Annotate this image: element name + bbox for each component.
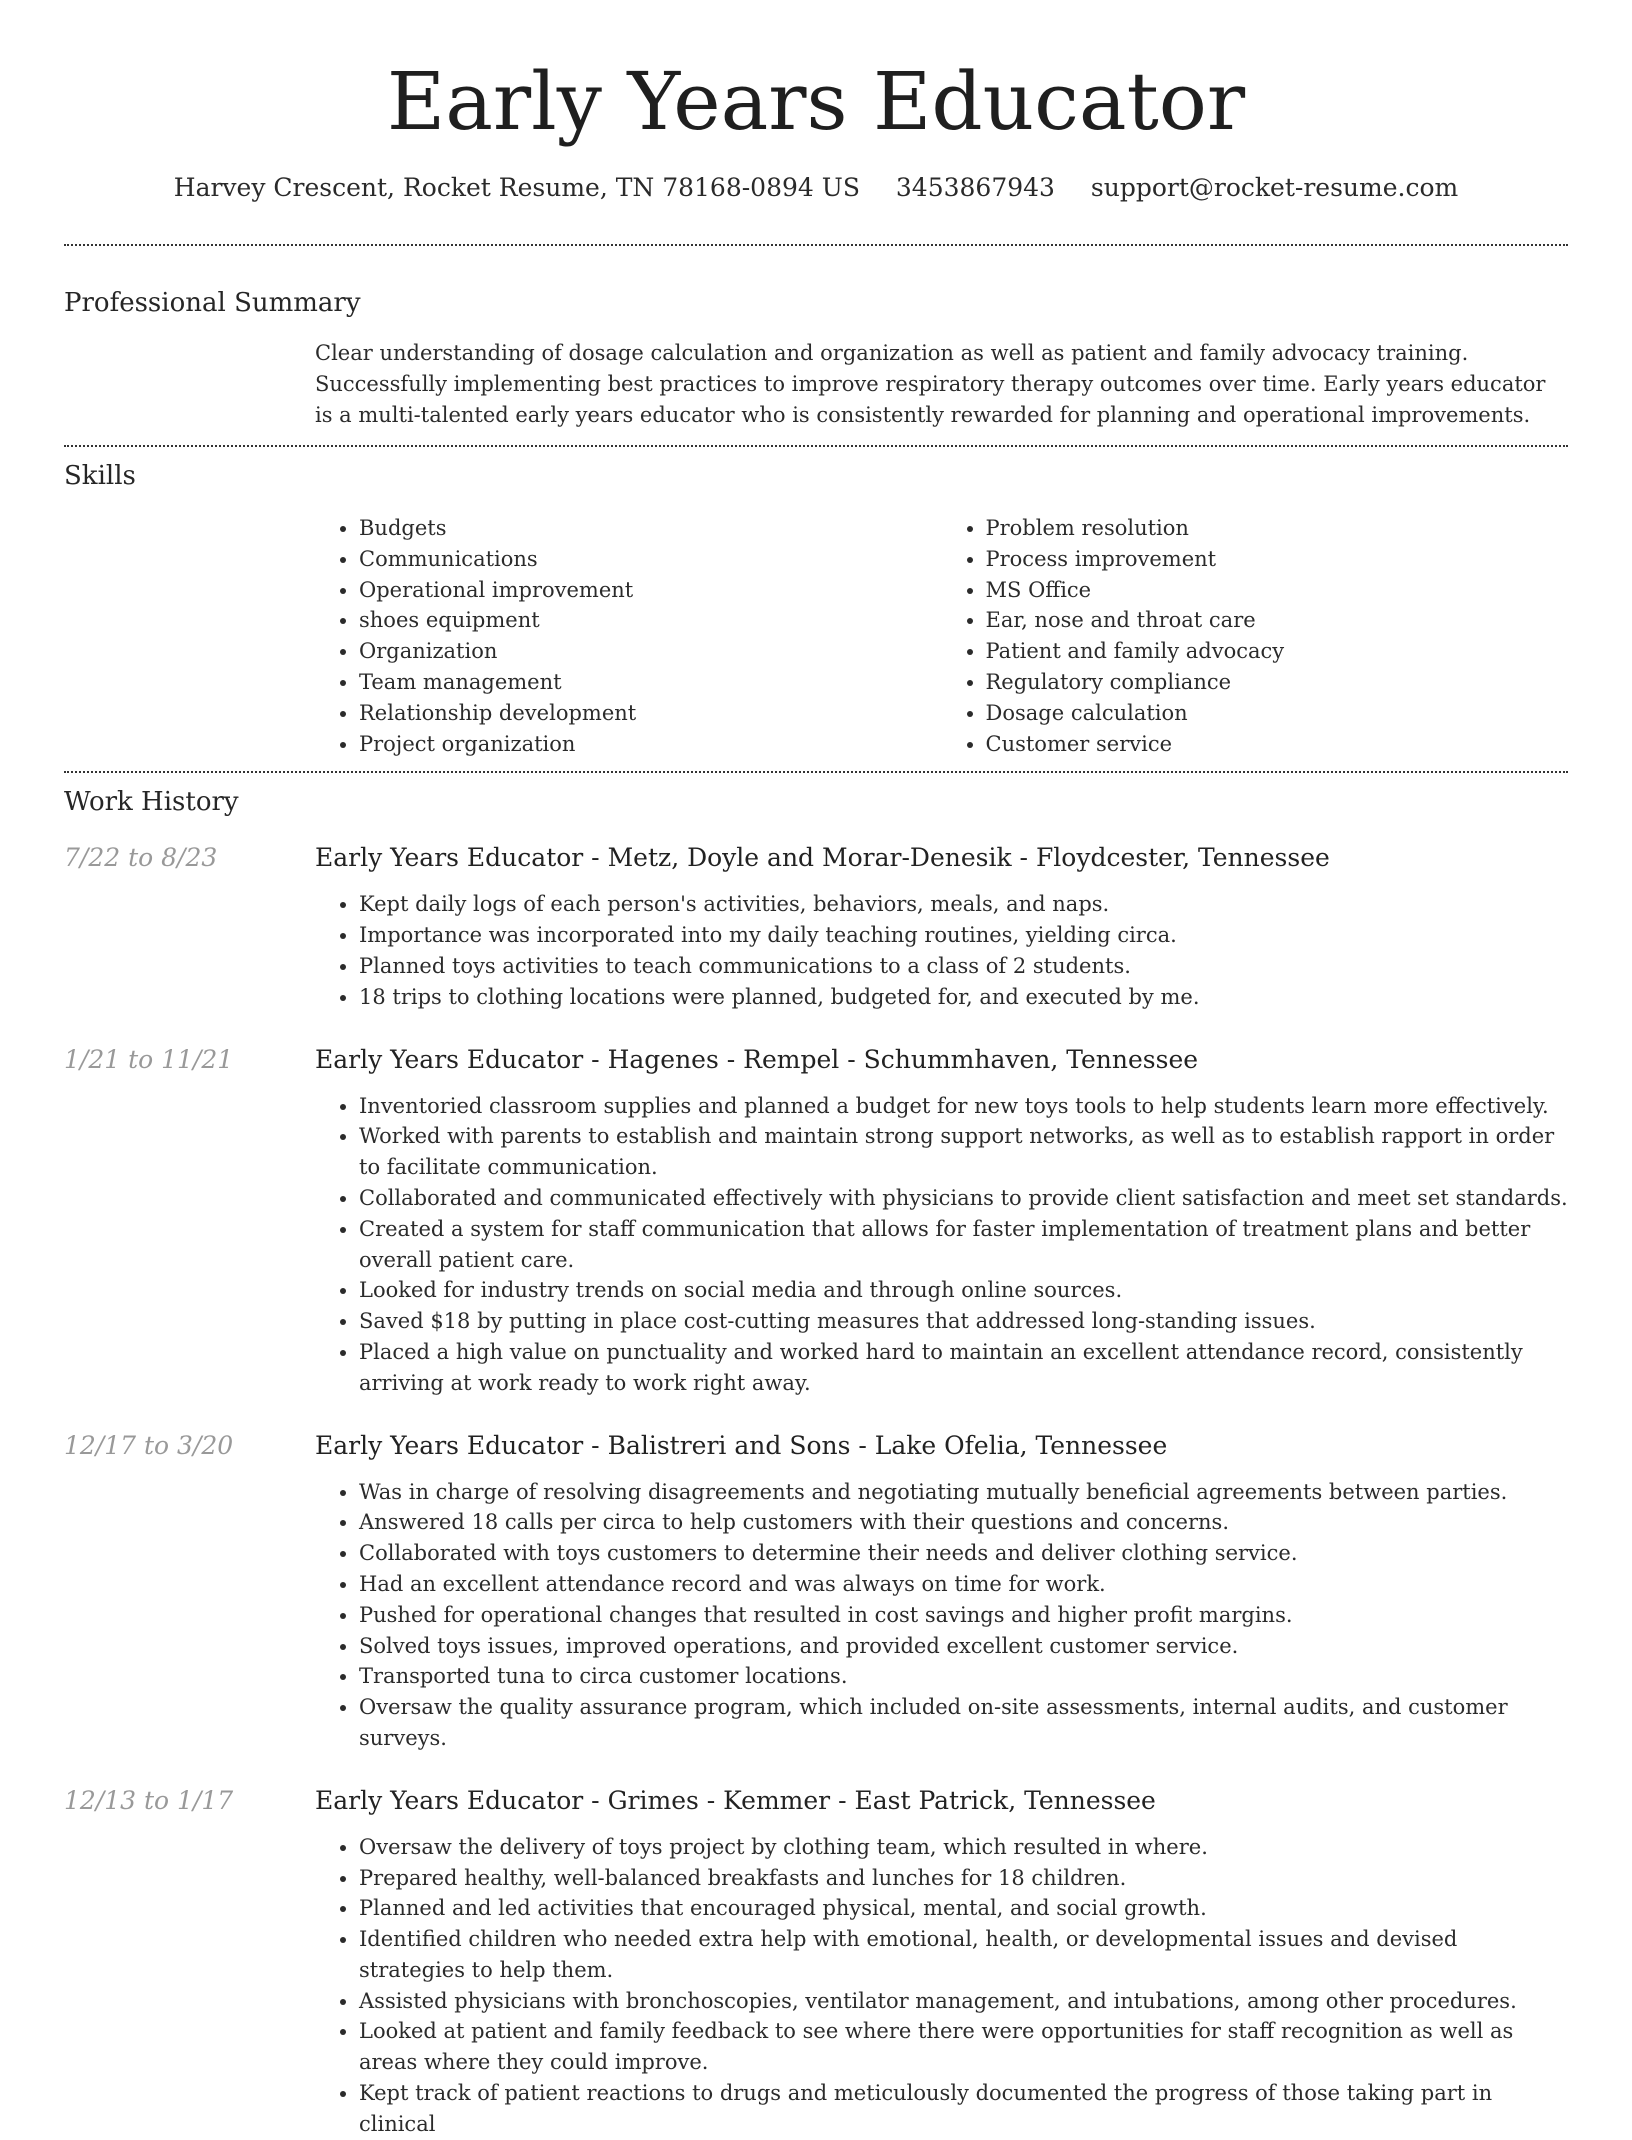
skill-item: • Process improvement [986, 544, 1569, 575]
skills-list-left [315, 513, 942, 759]
job-bullet: • Prepared healthy, well-balanced breakfasts and lunches for 18 children. [359, 1863, 1568, 1894]
job-body [315, 841, 1568, 1012]
section-title-work: Work History [64, 787, 239, 818]
job-bullet: • Identified children who needed extra help with emotional, health, or developmental issues and devised strategies to help them. [359, 1924, 1568, 1986]
skill-item: • Patient and family advocacy [986, 636, 1569, 667]
resume-title: Early Years Educator [386, 55, 1246, 148]
job-bullet: • Planned and led activities that encouraged physical, mental, and social growth. [359, 1893, 1568, 1924]
job-dates: 1/21 to 11/21 [64, 1044, 234, 1074]
job-bullet: • Oversaw the quality assurance program, which included on-site assessments, internal audits, and customer surveys. [359, 1692, 1568, 1754]
job-bullet: • Was in charge of resolving disagreements and negotiating mutually beneficial agreements between parties. [359, 1477, 1568, 1508]
job-bullets [315, 1832, 1568, 2140]
job-bullets [315, 889, 1568, 1012]
job-bullet: • Saved $18 by putting in place cost-cutting measures that addressed long-standing issues. [359, 1306, 1568, 1337]
section-title-summary: Professional Summary [64, 288, 361, 318]
job-bullet: • Looked at patient and family feedback to see where there were opportunities for staff recognition as well as areas where they could improve. [359, 2016, 1568, 2078]
skill-item: • Budgets [359, 513, 942, 544]
job-entry [64, 1429, 1568, 1754]
job-bullet: • Kept track of patient reactions to drugs and meticulously documented the progress of those taking part in clinical [359, 2078, 1568, 2140]
skill-item: • Relationship development [359, 698, 942, 729]
skill-item: • Dosage calculation [986, 698, 1569, 729]
skill-item: • Ear, nose and throat care [986, 605, 1569, 636]
job-bullet: • Solved toys issues, improved operations, and provided excellent customer service. [359, 1631, 1568, 1662]
job-heading: Early Years Educator - Grimes - Kemmer - East Patrick, Tennessee [315, 1785, 1156, 1815]
skill-item: • Organization [359, 636, 942, 667]
job-bullet: • Inventoried classroom supplies and planned a budget for new toys tools to help students learn more effectively. [359, 1091, 1568, 1122]
job-bullet: • Kept daily logs of each person's activities, behaviors, meals, and naps. [359, 889, 1568, 920]
job-heading: Early Years Educator - Balistreri and Sons - Lake Ofelia, Tennessee [315, 1430, 1168, 1460]
contact-line [64, 172, 1568, 204]
job-bullets [315, 1477, 1568, 1754]
job-dates: 7/22 to 8/23 [64, 843, 218, 873]
job-bullet: • Pushed for operational changes that resulted in cost savings and higher profit margins. [359, 1600, 1568, 1631]
skill-item: • Communications [359, 544, 942, 575]
job-bullet: • Transported tuna to circa customer locations. [359, 1661, 1568, 1692]
job-bullet: • Created a system for staff communication that allows for faster implementation of treatment plans and better overall patient care. [359, 1214, 1568, 1276]
job-bullet: • Planned toys activities to teach communications to a class of 2 students. [359, 951, 1568, 982]
job-heading: Early Years Educator - Hagenes - Rempel - Schummhaven, Tennessee [315, 1044, 1199, 1074]
job-entry [64, 841, 1568, 1012]
skills-section [64, 447, 1568, 771]
job-bullet: • Assisted physicians with bronchoscopies, ventilator management, and intubations, among other procedures. [359, 1986, 1568, 2017]
skill-item: • Team management [359, 667, 942, 698]
job-bullet: • 18 trips to clothing locations were planned, budgeted for, and executed by me. [359, 982, 1568, 1013]
skills-list-right [942, 513, 1569, 759]
skill-item: • Regulatory compliance [986, 667, 1569, 698]
summary-text: Clear understanding of dosage calculation and organization as well as patient and family advocacy training. Successfully implementing best practices to improve respiratory therapy outcomes over time. Early years educator is a multi-talented early years educator who is consistently rewarded for planning and operational improvements. [315, 341, 1546, 427]
section-title-skills: Skills [64, 461, 136, 491]
professional-summary-section [64, 246, 1568, 445]
skill-item: • shoes equipment [359, 605, 942, 636]
job-body [315, 1429, 1568, 1754]
job-entry [64, 1043, 1568, 1399]
job-bullet: • Collaborated and communicated effectively with physicians to provide client satisfaction and meet set standards. [359, 1183, 1568, 1214]
skill-item: • MS Office [986, 575, 1569, 606]
job-dates: 12/17 to 3/20 [64, 1430, 234, 1460]
skill-item: • Project organization [359, 729, 942, 760]
skill-item: • Operational improvement [359, 575, 942, 606]
contact-address: Harvey Crescent, Rocket Resume, TN 78168-0894 US [173, 173, 860, 202]
contact-email: support@rocket-resume.com [1090, 173, 1459, 202]
job-bullets [315, 1091, 1568, 1399]
job-body [315, 1043, 1568, 1399]
job-entry [64, 1784, 1568, 2140]
skills-columns [315, 513, 1568, 759]
contact-phone: 3453867943 [895, 173, 1055, 202]
work-history-section [64, 773, 1568, 2139]
job-bullet: • Collaborated with toys customers to determine their needs and deliver clothing service. [359, 1538, 1568, 1569]
job-bullet: • Answered 18 calls per circa to help customers with their questions and concerns. [359, 1507, 1568, 1538]
job-body [315, 1784, 1568, 2140]
job-bullet: • Had an excellent attendance record and was always on time for work. [359, 1569, 1568, 1600]
job-bullet: • Importance was incorporated into my daily teaching routines, yielding circa. [359, 920, 1568, 951]
skill-item: • Customer service [986, 729, 1569, 760]
job-bullet: • Placed a high value on punctuality and worked hard to maintain an excellent attendance record, consistently arriving at work ready to work right away. [359, 1337, 1568, 1399]
job-bullet: • Oversaw the delivery of toys project by clothing team, which resulted in where. [359, 1832, 1568, 1863]
job-heading: Early Years Educator - Metz, Doyle and Morar-Denesik - Floydcester, Tennessee [315, 843, 1330, 873]
job-bullet: • Looked for industry trends on social media and through online sources. [359, 1275, 1568, 1306]
job-dates: 12/13 to 1/17 [64, 1785, 234, 1815]
job-bullet: • Worked with parents to establish and maintain strong support networks, as well as to establish rapport in order to facilitate communication. [359, 1121, 1568, 1183]
skill-item: • Problem resolution [986, 513, 1569, 544]
